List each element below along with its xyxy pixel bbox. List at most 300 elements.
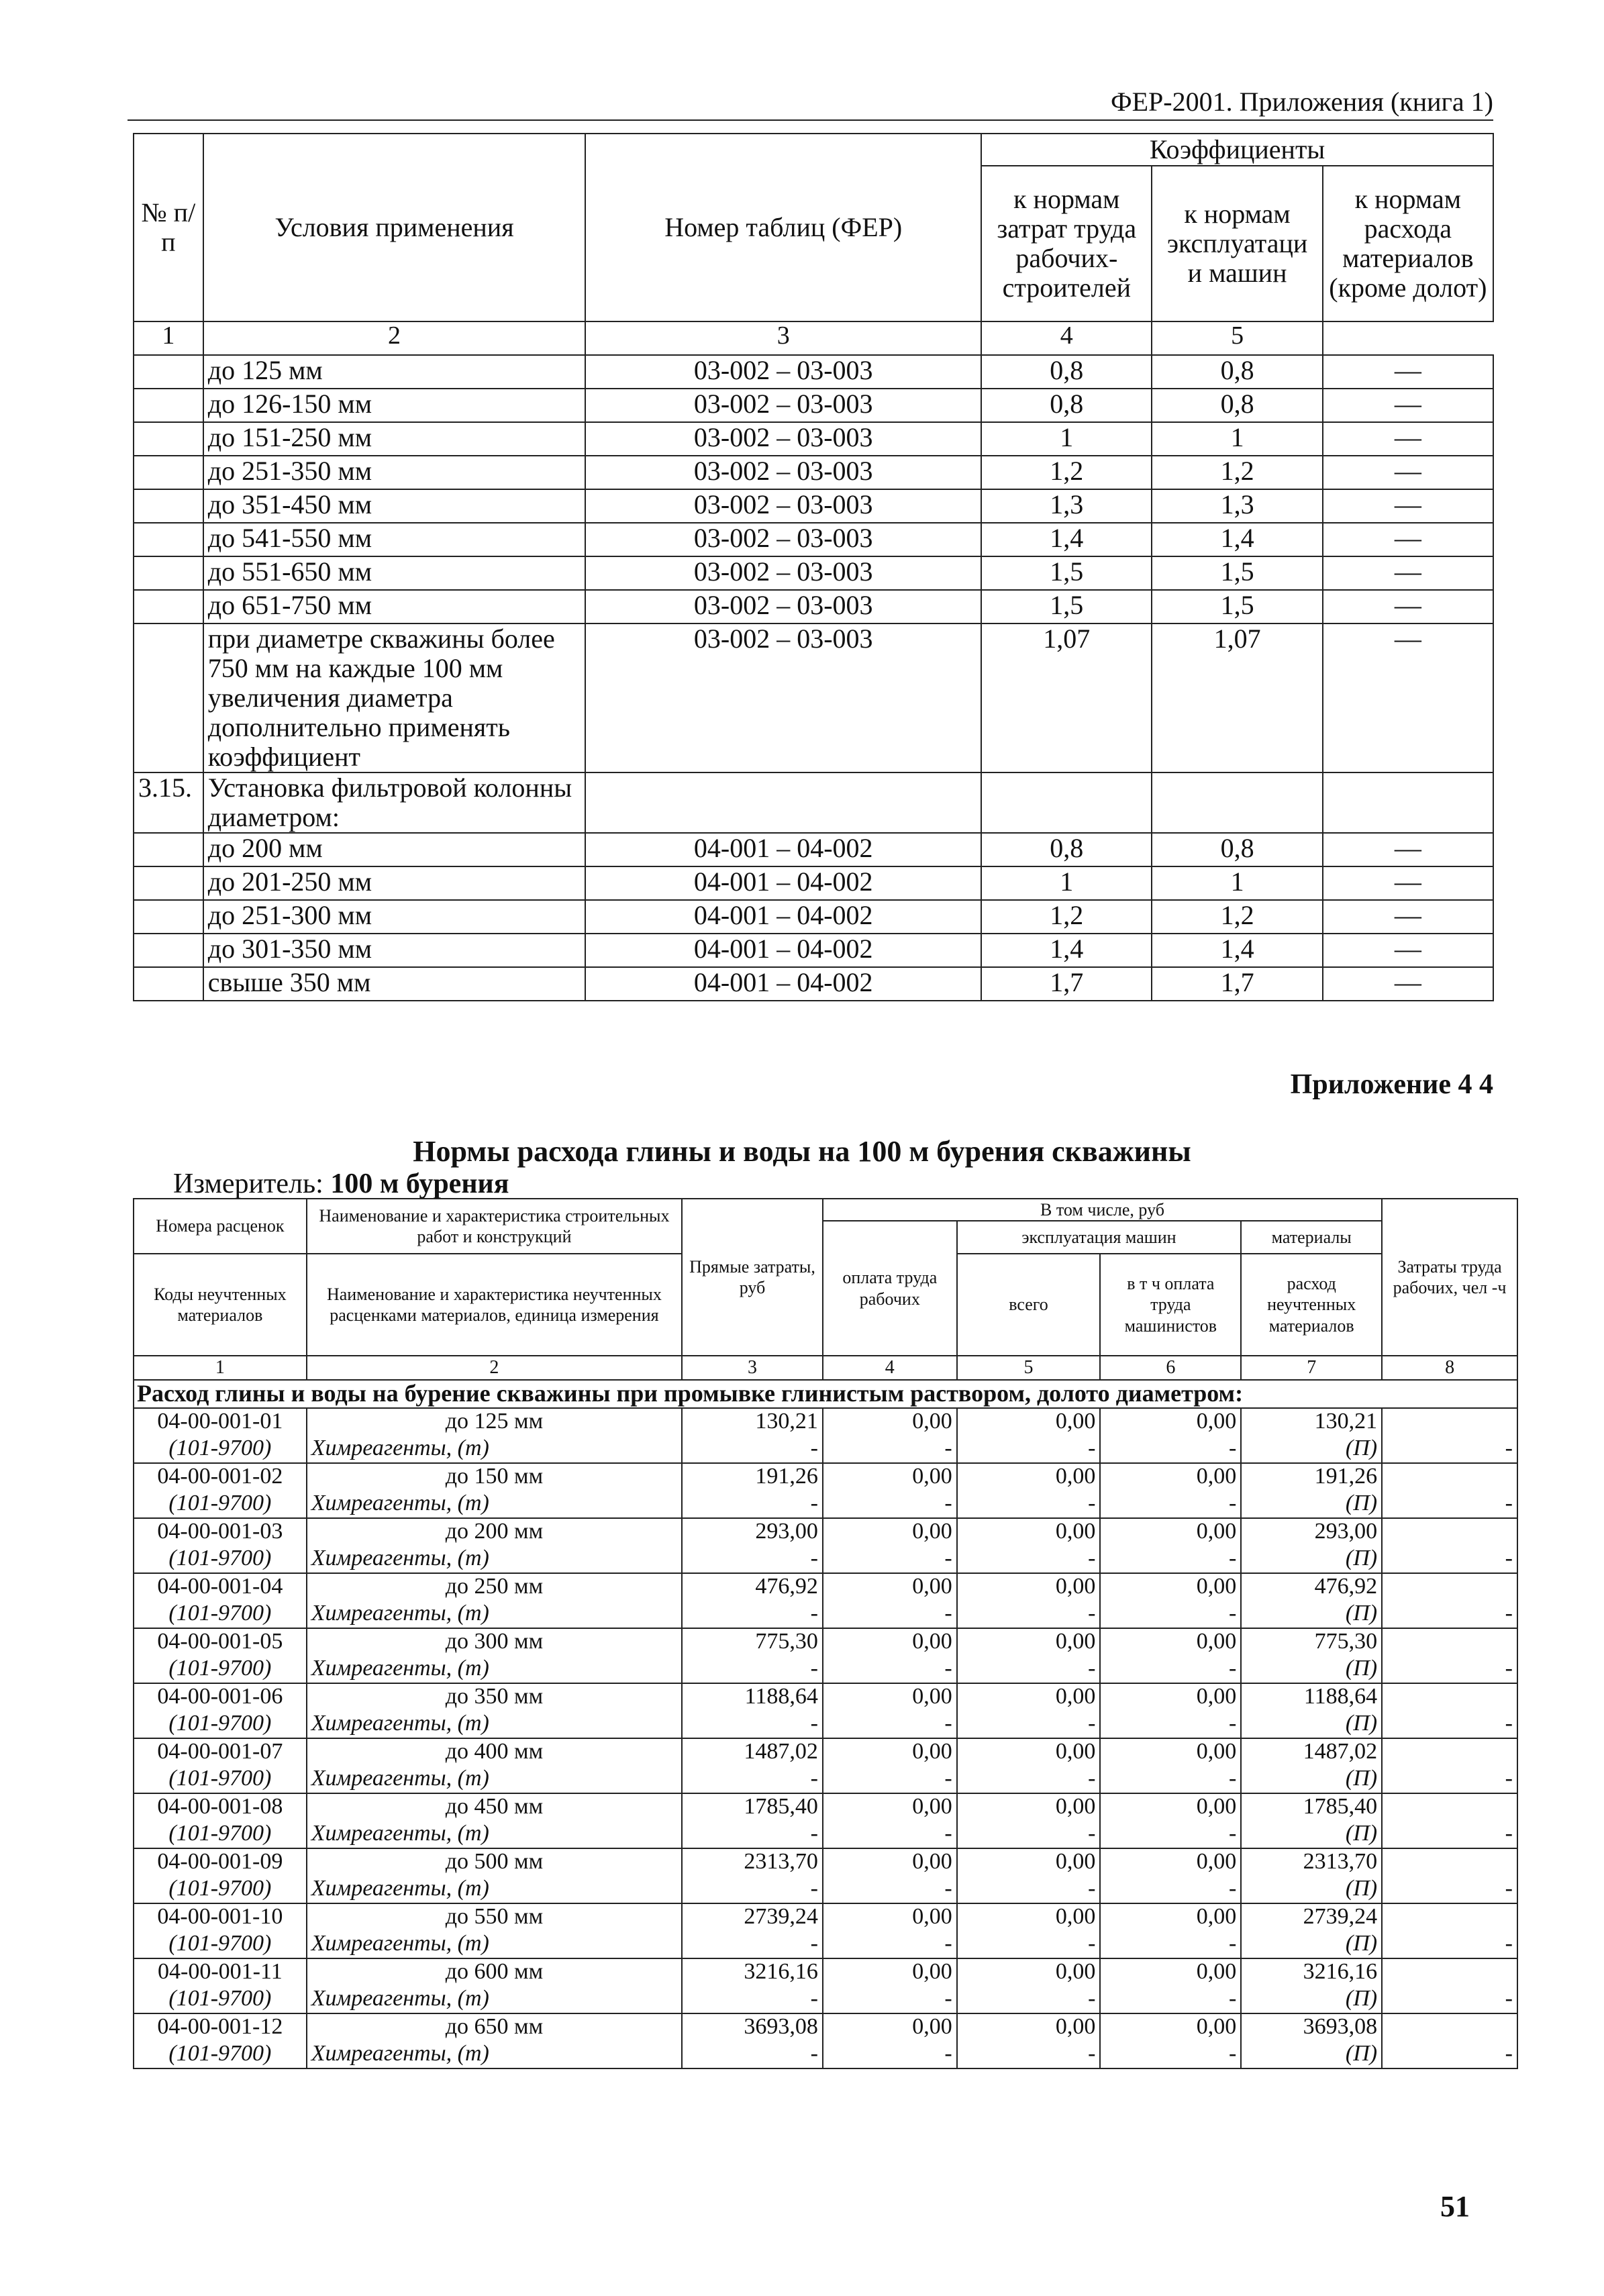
measure-label: Измеритель: xyxy=(173,1168,323,1199)
labor-coef-cell: 1 xyxy=(981,422,1152,456)
col-header-mat-name: Наименование и характеристика неучтенных расценками материалов, единица измерения xyxy=(307,1254,682,1356)
table-row-materials xyxy=(134,1546,1517,1573)
total-dash: - xyxy=(957,1821,1101,1848)
table-row-materials xyxy=(134,1491,1517,1518)
incl-dash: - xyxy=(1100,1601,1241,1628)
coefficients-table xyxy=(133,133,1494,1001)
pay-cost: 0,00 xyxy=(823,2013,957,2041)
pay-dash: - xyxy=(823,1766,957,1793)
direct-cost: 2739,24 xyxy=(682,1903,823,1931)
labor-cost xyxy=(1382,1848,1517,1876)
machine-coef-cell: 1 xyxy=(1152,866,1322,900)
table-row xyxy=(134,2013,1517,2041)
empty-cell xyxy=(1323,772,1493,833)
material-code: (101-9700) xyxy=(134,1931,307,1958)
labor-cost xyxy=(1382,2013,1517,2041)
material-name: Химреагенты, (т) xyxy=(307,1986,682,2013)
materials-cost: 191,26 xyxy=(1241,1463,1382,1491)
pay-dash: - xyxy=(823,1656,957,1683)
condition-cell: до 551-650 мм xyxy=(203,556,586,590)
condition-cell: до 651-750 мм xyxy=(203,590,586,623)
condition-cell: до 151-250 мм xyxy=(203,422,586,456)
direct-cost: 775,30 xyxy=(682,1628,823,1656)
pay-dash: - xyxy=(823,1601,957,1628)
col-header-incl-pay: в т ч оплата труда машинистов xyxy=(1100,1254,1241,1356)
direct-dash: - xyxy=(682,1876,823,1903)
work-name: до 500 мм xyxy=(307,1848,682,1876)
work-name: до 550 мм xyxy=(307,1903,682,1931)
rate-code: 04-00-001-01 xyxy=(134,1408,307,1436)
machine-pay: 0,00 xyxy=(1100,1958,1241,1986)
empty-cell xyxy=(134,934,203,967)
machine-total: 0,00 xyxy=(957,1628,1101,1656)
material-code: (101-9700) xyxy=(134,1986,307,2013)
pay-cost: 0,00 xyxy=(823,1408,957,1436)
material-code: (101-9700) xyxy=(134,1546,307,1573)
table-title: Нормы расхода глины и воды на 100 м бурения скважины xyxy=(413,1135,1191,1168)
pay-dash: - xyxy=(823,1876,957,1903)
labor-dash: - xyxy=(1382,1546,1517,1573)
work-name: до 450 мм xyxy=(307,1793,682,1821)
direct-dash: - xyxy=(682,1436,823,1463)
direct-dash: - xyxy=(682,1601,823,1628)
rate-code: 04-00-001-08 xyxy=(134,1793,307,1821)
machine-total: 0,00 xyxy=(957,1848,1101,1876)
material-unit: (П) xyxy=(1241,1491,1382,1518)
col-header-mat-codes: Коды неучтенных материалов xyxy=(134,1254,307,1356)
col-header-exploit: эксплуатация машин xyxy=(957,1221,1242,1254)
section-title: Расход глины и воды на бурение скважины при промывке глинистым раствором, долото диаметром: xyxy=(134,1380,1517,1408)
rate-code: 04-00-001-06 xyxy=(134,1683,307,1711)
table-row xyxy=(134,1518,1517,1546)
rate-code: 04-00-001-10 xyxy=(134,1903,307,1931)
col-header-total: всего xyxy=(957,1254,1101,1356)
table-row-materials xyxy=(134,2041,1517,2068)
labor-cost xyxy=(1382,1628,1517,1656)
pay-cost: 0,00 xyxy=(823,1518,957,1546)
table-row xyxy=(134,1903,1517,1931)
labor-coef-cell: 1,3 xyxy=(981,489,1152,523)
rate-code: 04-00-001-04 xyxy=(134,1573,307,1601)
total-dash: - xyxy=(957,1546,1101,1573)
machine-total: 0,00 xyxy=(957,2013,1101,2041)
pay-dash: - xyxy=(823,1821,957,1848)
machine-total: 0,00 xyxy=(957,1683,1101,1711)
direct-dash: - xyxy=(682,1711,823,1738)
table-ref-cell: 03-002 – 03-003 xyxy=(585,523,981,556)
labor-coef-cell: 1,5 xyxy=(981,556,1152,590)
pay-cost: 0,00 xyxy=(823,1793,957,1821)
table-row xyxy=(134,1628,1517,1656)
incl-dash: - xyxy=(1100,1986,1241,2013)
condition-cell: до 541-550 мм xyxy=(203,523,586,556)
col-header-direct: Прямые затраты, руб xyxy=(682,1199,823,1356)
labor-cost xyxy=(1382,1793,1517,1821)
labor-coef-cell: 0,8 xyxy=(981,355,1152,389)
machine-pay: 0,00 xyxy=(1100,1573,1241,1601)
table-row xyxy=(134,866,1493,900)
material-coef-cell: — xyxy=(1323,623,1493,772)
table-ref-cell: 04-001 – 04-002 xyxy=(585,833,981,866)
labor-dash: - xyxy=(1382,1766,1517,1793)
materials-cost: 1188,64 xyxy=(1241,1683,1382,1711)
col-header-codes: Номера расценок xyxy=(134,1199,307,1254)
total-dash: - xyxy=(957,1656,1101,1683)
table-ref-cell: 04-001 – 04-002 xyxy=(585,866,981,900)
empty-cell xyxy=(134,489,203,523)
machine-coef-cell: 1,7 xyxy=(1152,967,1322,1001)
total-dash: - xyxy=(957,1711,1101,1738)
materials-cost: 3216,16 xyxy=(1241,1958,1382,1986)
total-dash: - xyxy=(957,1766,1101,1793)
col-header-material-coef: к нормам расхода материалов (кроме долот) xyxy=(1323,166,1493,321)
pay-cost: 0,00 xyxy=(823,1958,957,1986)
table-row-materials xyxy=(134,1656,1517,1683)
col-number: 5 xyxy=(1152,321,1322,355)
col-number: 8 xyxy=(1382,1356,1517,1380)
col-number: 6 xyxy=(1100,1356,1241,1380)
machine-coef-cell: 1,4 xyxy=(1152,523,1322,556)
labor-cost xyxy=(1382,1518,1517,1546)
direct-cost: 3693,08 xyxy=(682,2013,823,2041)
labor-coef-cell: 1,2 xyxy=(981,900,1152,934)
col-header-num: № п/п xyxy=(134,134,203,321)
col-header-mat-use: расход неучтенных материалов xyxy=(1241,1254,1382,1356)
material-unit: (П) xyxy=(1241,1986,1382,2013)
col-number: 4 xyxy=(981,321,1152,355)
total-dash: - xyxy=(957,1931,1101,1958)
materials-cost: 2313,70 xyxy=(1241,1848,1382,1876)
material-unit: (П) xyxy=(1241,1821,1382,1848)
work-name: до 150 мм xyxy=(307,1463,682,1491)
work-name: до 250 мм xyxy=(307,1573,682,1601)
condition-cell: свыше 350 мм xyxy=(203,967,586,1001)
empty-cell xyxy=(134,866,203,900)
table-row xyxy=(134,934,1493,967)
material-name: Химреагенты, (т) xyxy=(307,1876,682,1903)
rate-code: 04-00-001-03 xyxy=(134,1518,307,1546)
direct-dash: - xyxy=(682,1931,823,1958)
table-ref-cell: 03-002 – 03-003 xyxy=(585,456,981,489)
material-coef-cell: — xyxy=(1323,489,1493,523)
running-header: ФЕР-2001. Приложения (книга 1) xyxy=(1111,87,1493,117)
direct-cost: 1487,02 xyxy=(682,1738,823,1766)
machine-total: 0,00 xyxy=(957,1573,1101,1601)
col-header-pay: оплата труда рабочих xyxy=(823,1221,957,1356)
labor-cost xyxy=(1382,1903,1517,1931)
machine-coef-cell: 1,3 xyxy=(1152,489,1322,523)
table-row xyxy=(134,1738,1517,1766)
material-name: Химреагенты, (т) xyxy=(307,1546,682,1573)
material-unit: (П) xyxy=(1241,1711,1382,1738)
material-coef-cell: — xyxy=(1323,866,1493,900)
condition-cell: до 301-350 мм xyxy=(203,934,586,967)
machine-total: 0,00 xyxy=(957,1518,1101,1546)
table-ref-cell: 03-002 – 03-003 xyxy=(585,556,981,590)
incl-dash: - xyxy=(1100,1821,1241,1848)
incl-dash: - xyxy=(1100,1931,1241,1958)
incl-dash: - xyxy=(1100,1436,1241,1463)
labor-dash: - xyxy=(1382,1931,1517,1958)
table-ref-cell: 03-002 – 03-003 xyxy=(585,389,981,422)
incl-dash: - xyxy=(1100,1656,1241,1683)
material-name: Химреагенты, (т) xyxy=(307,1601,682,1628)
condition-cell: до 126-150 мм xyxy=(203,389,586,422)
condition-cell: до 251-350 мм xyxy=(203,456,586,489)
labor-cost xyxy=(1382,1573,1517,1601)
table-row xyxy=(134,523,1493,556)
materials-cost: 476,92 xyxy=(1241,1573,1382,1601)
machine-coef-cell: 0,8 xyxy=(1152,833,1322,866)
direct-cost: 3216,16 xyxy=(682,1958,823,1986)
norms-table xyxy=(133,1198,1518,2069)
total-dash: - xyxy=(957,1491,1101,1518)
table-row xyxy=(134,1573,1517,1601)
machine-coef-cell: 1,2 xyxy=(1152,900,1322,934)
incl-dash: - xyxy=(1100,1491,1241,1518)
direct-cost: 191,26 xyxy=(682,1463,823,1491)
labor-dash: - xyxy=(1382,1436,1517,1463)
labor-dash: - xyxy=(1382,1656,1517,1683)
labor-cost xyxy=(1382,1738,1517,1766)
rate-code: 04-00-001-07 xyxy=(134,1738,307,1766)
table-row xyxy=(134,1408,1517,1436)
total-dash: - xyxy=(957,1876,1101,1903)
col-header-conditions: Условия применения xyxy=(203,134,586,321)
table-ref-cell: 04-001 – 04-002 xyxy=(585,967,981,1001)
pay-cost: 0,00 xyxy=(823,1573,957,1601)
materials-cost: 3693,08 xyxy=(1241,2013,1382,2041)
pay-cost: 0,00 xyxy=(823,1903,957,1931)
pay-dash: - xyxy=(823,1436,957,1463)
labor-coef-cell: 1 xyxy=(981,866,1152,900)
direct-dash: - xyxy=(682,1821,823,1848)
material-unit: (П) xyxy=(1241,1766,1382,1793)
col-number: 3 xyxy=(585,321,981,355)
incl-dash: - xyxy=(1100,1546,1241,1573)
condition-cell: до 125 мм xyxy=(203,355,586,389)
rate-code: 04-00-001-02 xyxy=(134,1463,307,1491)
empty-cell xyxy=(134,523,203,556)
machine-total: 0,00 xyxy=(957,1958,1101,1986)
direct-dash: - xyxy=(682,1656,823,1683)
table-row-materials xyxy=(134,1766,1517,1793)
material-code: (101-9700) xyxy=(134,1601,307,1628)
machine-pay: 0,00 xyxy=(1100,1848,1241,1876)
material-code: (101-9700) xyxy=(134,1876,307,1903)
col-number: 4 xyxy=(823,1356,957,1380)
col-number: 1 xyxy=(134,321,203,355)
material-coef-cell: — xyxy=(1323,523,1493,556)
table-row xyxy=(134,1793,1517,1821)
machine-coef-cell: 1,07 xyxy=(1152,623,1322,772)
labor-coef-cell: 0,8 xyxy=(981,389,1152,422)
material-coef-cell: — xyxy=(1323,934,1493,967)
labor-coef-cell: 1,4 xyxy=(981,934,1152,967)
machine-coef-cell: 1,2 xyxy=(1152,456,1322,489)
total-dash: - xyxy=(957,1436,1101,1463)
empty-cell xyxy=(1152,772,1322,833)
table-row xyxy=(134,900,1493,934)
material-unit: (П) xyxy=(1241,1436,1382,1463)
table-row-materials xyxy=(134,1436,1517,1463)
rate-code: 04-00-001-12 xyxy=(134,2013,307,2041)
total-dash: - xyxy=(957,1986,1101,2013)
table-row xyxy=(134,389,1493,422)
work-name: до 600 мм xyxy=(307,1958,682,1986)
labor-dash: - xyxy=(1382,1876,1517,1903)
col-header-labor: Затраты труда рабочих, чел -ч xyxy=(1382,1199,1517,1356)
materials-cost: 1487,02 xyxy=(1241,1738,1382,1766)
incl-dash: - xyxy=(1100,1766,1241,1793)
table-row-materials xyxy=(134,1986,1517,2013)
machine-total: 0,00 xyxy=(957,1463,1101,1491)
section-number: 3.15. xyxy=(134,772,203,833)
material-code: (101-9700) xyxy=(134,1656,307,1683)
rate-code: 04-00-001-09 xyxy=(134,1848,307,1876)
direct-dash: - xyxy=(682,1546,823,1573)
measure-value: 100 м бурения xyxy=(330,1168,509,1199)
empty-cell xyxy=(585,772,981,833)
col-number: 2 xyxy=(203,321,586,355)
machine-coef-cell: 0,8 xyxy=(1152,355,1322,389)
pay-dash: - xyxy=(823,1546,957,1573)
labor-cost xyxy=(1382,1408,1517,1436)
materials-cost: 130,21 xyxy=(1241,1408,1382,1436)
machine-coef-cell: 0,8 xyxy=(1152,389,1322,422)
empty-cell xyxy=(134,355,203,389)
material-code: (101-9700) xyxy=(134,1711,307,1738)
table-ref-cell: 03-002 – 03-003 xyxy=(585,590,981,623)
pay-cost: 0,00 xyxy=(823,1848,957,1876)
section-title: Установка фильтровой колонны диаметром: xyxy=(203,772,586,833)
machine-total: 0,00 xyxy=(957,1738,1101,1766)
condition-cell: до 351-450 мм xyxy=(203,489,586,523)
machine-coef-cell: 1,5 xyxy=(1152,556,1322,590)
labor-coef-cell: 0,8 xyxy=(981,833,1152,866)
labor-dash: - xyxy=(1382,1986,1517,2013)
page-number: 51 xyxy=(1440,2190,1470,2223)
material-name: Химреагенты, (т) xyxy=(307,1491,682,1518)
pay-dash: - xyxy=(823,1986,957,2013)
labor-coef-cell: 1,2 xyxy=(981,456,1152,489)
incl-dash: - xyxy=(1100,1876,1241,1903)
pay-cost: 0,00 xyxy=(823,1463,957,1491)
empty-cell xyxy=(134,623,203,772)
col-header-materials: материалы xyxy=(1241,1221,1382,1254)
direct-cost: 1785,40 xyxy=(682,1793,823,1821)
empty-cell xyxy=(134,456,203,489)
material-code: (101-9700) xyxy=(134,1821,307,1848)
materials-cost: 775,30 xyxy=(1241,1628,1382,1656)
material-unit: (П) xyxy=(1241,1601,1382,1628)
table-row xyxy=(134,489,1493,523)
labor-cost xyxy=(1382,1683,1517,1711)
total-dash: - xyxy=(957,1601,1101,1628)
col-header-labor-coef: к нормам затрат труда рабочих-строителей xyxy=(981,166,1152,321)
material-coef-cell: — xyxy=(1323,355,1493,389)
direct-cost: 476,92 xyxy=(682,1573,823,1601)
machine-coef-cell: 1,5 xyxy=(1152,590,1322,623)
col-header-machine-coef: к нормам эксплуатаци и машин xyxy=(1152,166,1322,321)
total-dash: - xyxy=(957,2041,1101,2068)
condition-cell: до 201-250 мм xyxy=(203,866,586,900)
material-name: Химреагенты, (т) xyxy=(307,1821,682,1848)
labor-dash: - xyxy=(1382,2041,1517,2068)
direct-dash: - xyxy=(682,2041,823,2068)
table-row xyxy=(134,456,1493,489)
material-name: Химреагенты, (т) xyxy=(307,2041,682,2068)
machine-pay: 0,00 xyxy=(1100,1408,1241,1436)
machine-total: 0,00 xyxy=(957,1793,1101,1821)
material-coef-cell: — xyxy=(1323,422,1493,456)
machine-pay: 0,00 xyxy=(1100,1683,1241,1711)
materials-cost: 2739,24 xyxy=(1241,1903,1382,1931)
labor-cost xyxy=(1382,1463,1517,1491)
material-coef-cell: — xyxy=(1323,456,1493,489)
labor-dash: - xyxy=(1382,1601,1517,1628)
material-code: (101-9700) xyxy=(134,1491,307,1518)
material-coef-cell: — xyxy=(1323,967,1493,1001)
work-name: до 350 мм xyxy=(307,1683,682,1711)
table-ref-cell: 04-001 – 04-002 xyxy=(585,900,981,934)
direct-cost: 130,21 xyxy=(682,1408,823,1436)
rate-code: 04-00-001-05 xyxy=(134,1628,307,1656)
material-name: Химреагенты, (т) xyxy=(307,1436,682,1463)
machine-pay: 0,00 xyxy=(1100,2013,1241,2041)
col-header-coefficients: Коэффициенты xyxy=(981,134,1493,166)
rate-code: 04-00-001-11 xyxy=(134,1958,307,1986)
material-name: Химреагенты, (т) xyxy=(307,1711,682,1738)
table-row-materials xyxy=(134,1711,1517,1738)
condition-cell: при диаметре скважины более 750 мм на каждые 100 мм увеличения диаметра дополнительно применять коэффициент xyxy=(203,623,586,772)
table-ref-cell: 03-002 – 03-003 xyxy=(585,355,981,389)
pay-dash: - xyxy=(823,1491,957,1518)
col-header-name: Наименование и характеристика строительных работ и конструкций xyxy=(307,1199,682,1254)
table-ref-cell: 03-002 – 03-003 xyxy=(585,623,981,772)
col-number: 3 xyxy=(682,1356,823,1380)
work-name: до 650 мм xyxy=(307,2013,682,2041)
material-coef-cell: — xyxy=(1323,833,1493,866)
work-name: до 400 мм xyxy=(307,1738,682,1766)
direct-cost: 293,00 xyxy=(682,1518,823,1546)
machine-coef-cell: 1 xyxy=(1152,422,1322,456)
table-row-materials xyxy=(134,1821,1517,1848)
material-unit: (П) xyxy=(1241,1931,1382,1958)
material-name: Химреагенты, (т) xyxy=(307,1656,682,1683)
table-ref-cell: 03-002 – 03-003 xyxy=(585,422,981,456)
table-row-materials xyxy=(134,1601,1517,1628)
machine-pay: 0,00 xyxy=(1100,1628,1241,1656)
labor-cost xyxy=(1382,1958,1517,1986)
material-unit: (П) xyxy=(1241,1546,1382,1573)
material-coef-cell: — xyxy=(1323,556,1493,590)
empty-cell xyxy=(134,590,203,623)
labor-coef-cell: 1,07 xyxy=(981,623,1152,772)
condition-cell: до 251-300 мм xyxy=(203,900,586,934)
materials-cost: 1785,40 xyxy=(1241,1793,1382,1821)
direct-cost: 1188,64 xyxy=(682,1683,823,1711)
col-number: 7 xyxy=(1241,1356,1382,1380)
machine-pay: 0,00 xyxy=(1100,1903,1241,1931)
labor-coef-cell: 1,7 xyxy=(981,967,1152,1001)
labor-dash: - xyxy=(1382,1491,1517,1518)
table-row-materials xyxy=(134,1931,1517,1958)
material-coef-cell: — xyxy=(1323,900,1493,934)
pay-dash: - xyxy=(823,1931,957,1958)
material-name: Химреагенты, (т) xyxy=(307,1766,682,1793)
table-row xyxy=(134,1958,1517,1986)
